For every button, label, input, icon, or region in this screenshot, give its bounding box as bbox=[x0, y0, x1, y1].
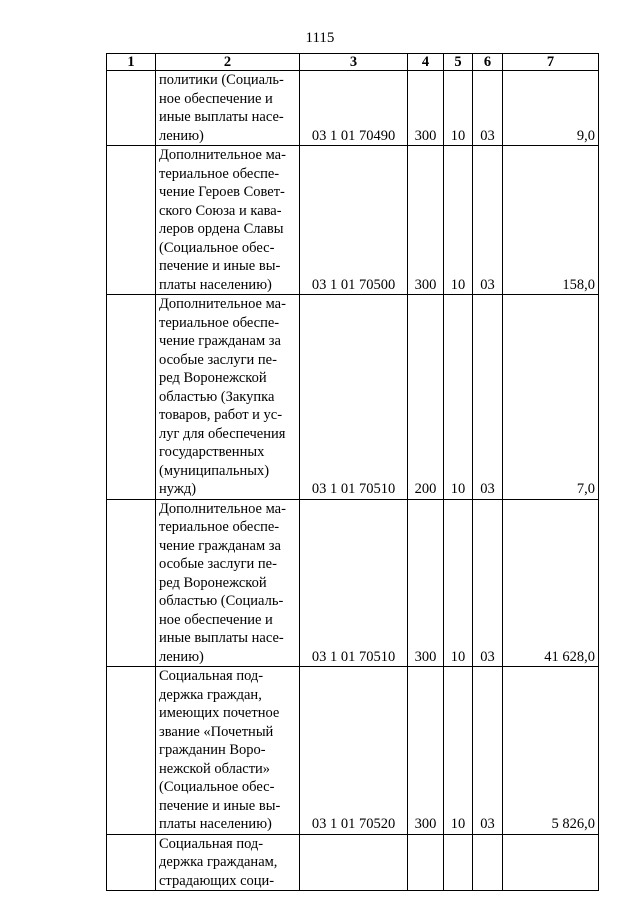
item-name-line: чение гражданам за bbox=[159, 537, 281, 554]
column-header-1: 1 bbox=[107, 54, 156, 71]
amount-cell: 7,0 bbox=[503, 295, 599, 500]
item-name-cell bbox=[156, 146, 300, 295]
item-name-line: держка гражданам, bbox=[159, 854, 278, 870]
section-cell: 10 bbox=[444, 146, 473, 295]
expense-type-cell bbox=[408, 834, 444, 891]
amount-cell bbox=[503, 834, 599, 891]
amount-cell: 158,0 bbox=[503, 146, 599, 295]
item-name-line: печение и иные вы- bbox=[159, 797, 281, 814]
item-name-line: чение гражданам за bbox=[159, 333, 281, 349]
subsection-cell: 03 bbox=[473, 71, 503, 146]
item-name-line: лению) bbox=[159, 127, 204, 144]
code-cell: 03 1 01 70510 bbox=[300, 499, 408, 667]
code-cell: 03 1 01 70520 bbox=[300, 667, 408, 835]
item-name-line: териальное обеспе- bbox=[159, 314, 280, 331]
item-name-line: платы населению) bbox=[159, 816, 272, 832]
item-name-line: ред Воронежской bbox=[159, 370, 267, 386]
item-name-line: нежской области» bbox=[159, 760, 271, 777]
table-row bbox=[107, 667, 599, 835]
item-name-line: (Социальное обес- bbox=[159, 239, 275, 256]
item-name-line: лению) bbox=[159, 648, 204, 665]
item-name-line: платы населению) bbox=[159, 276, 272, 293]
item-name-line: ное обеспечение и bbox=[159, 90, 273, 107]
code-cell: 03 1 01 70490 bbox=[300, 71, 408, 146]
column-header-3: 3 bbox=[300, 54, 408, 71]
item-name-line: особые заслуги пе- bbox=[159, 351, 277, 368]
table-row bbox=[107, 71, 599, 146]
subsection-cell: 03 bbox=[473, 499, 503, 667]
item-name-line: политики (Социаль- bbox=[159, 72, 284, 88]
code-cell: 03 1 01 70500 bbox=[300, 146, 408, 295]
column-header-6: 6 bbox=[473, 54, 503, 71]
section-cell: 10 bbox=[444, 667, 473, 835]
item-name-line: нужд) bbox=[159, 481, 197, 497]
item-name-line: страдающих соци- bbox=[159, 872, 275, 889]
subsection-cell bbox=[473, 834, 503, 891]
item-name-line: ред Воронежской bbox=[159, 574, 267, 591]
item-name-line: особые заслуги пе- bbox=[159, 556, 277, 572]
item-name-line: товаров, работ и ус- bbox=[159, 407, 283, 423]
budget-table bbox=[106, 53, 599, 891]
item-name-line: иные выплаты насе- bbox=[159, 109, 284, 125]
table-row bbox=[107, 499, 599, 667]
row-number-cell bbox=[107, 71, 156, 146]
item-name-line: областью (Закупка bbox=[159, 388, 275, 405]
item-name-line: леров ордена Славы bbox=[159, 221, 284, 237]
row-number-cell bbox=[107, 834, 156, 891]
item-name-line: областью (Социаль- bbox=[159, 593, 284, 609]
expense-type-cell: 300 bbox=[408, 71, 444, 146]
section-cell: 10 bbox=[444, 71, 473, 146]
table-row bbox=[107, 834, 599, 891]
subsection-cell: 03 bbox=[473, 146, 503, 295]
column-header-7: 7 bbox=[503, 54, 599, 71]
item-name-line: Дополнительное ма- bbox=[159, 500, 286, 517]
table-row bbox=[107, 295, 599, 500]
item-name-line: звание «Почетный bbox=[159, 723, 274, 740]
column-header-4: 4 bbox=[408, 54, 444, 71]
row-number-cell bbox=[107, 499, 156, 667]
item-name-line: ное обеспечение и bbox=[159, 611, 273, 628]
item-name-line: Дополнительное ма- bbox=[159, 147, 286, 163]
section-cell bbox=[444, 834, 473, 891]
table-row bbox=[107, 146, 599, 295]
item-name-cell bbox=[156, 295, 300, 500]
item-name-line: чение Героев Совет- bbox=[159, 184, 285, 200]
item-name-line: ского Союза и кава- bbox=[159, 202, 282, 219]
page-number: 1115 bbox=[305, 30, 335, 46]
item-name-line: Социальная под- bbox=[159, 835, 264, 852]
item-name-cell bbox=[156, 834, 300, 891]
code-cell bbox=[300, 834, 408, 891]
header-row bbox=[107, 54, 599, 71]
amount-cell: 5 826,0 bbox=[503, 667, 599, 835]
item-name-line: иные выплаты насе- bbox=[159, 630, 284, 646]
subsection-cell: 03 bbox=[473, 295, 503, 500]
amount-cell: 41 628,0 bbox=[503, 499, 599, 667]
column-header-2: 2 bbox=[156, 54, 300, 71]
item-name-line: имеющих почетное bbox=[159, 705, 280, 721]
item-name-line: держка граждан, bbox=[159, 686, 262, 703]
item-name-line: луг для обеспечения bbox=[159, 425, 286, 442]
table-body bbox=[107, 71, 599, 891]
expense-type-cell: 300 bbox=[408, 499, 444, 667]
amount-cell: 9,0 bbox=[503, 71, 599, 146]
item-name-cell bbox=[156, 667, 300, 835]
subsection-cell: 03 bbox=[473, 667, 503, 835]
row-number-cell bbox=[107, 667, 156, 835]
item-name-line: (Социальное обес- bbox=[159, 779, 275, 795]
expense-type-cell: 200 bbox=[408, 295, 444, 500]
section-cell: 10 bbox=[444, 499, 473, 667]
code-cell: 03 1 01 70510 bbox=[300, 295, 408, 500]
item-name-cell bbox=[156, 499, 300, 667]
item-name-cell bbox=[156, 71, 300, 146]
item-name-line: гражданин Воро- bbox=[159, 742, 266, 758]
item-name-line: териальное обеспе- bbox=[159, 165, 280, 182]
item-name-line: териальное обеспе- bbox=[159, 519, 280, 535]
column-header-5: 5 bbox=[444, 54, 473, 71]
section-cell: 10 bbox=[444, 295, 473, 500]
item-name-line: Дополнительное ма- bbox=[159, 296, 286, 312]
row-number-cell bbox=[107, 146, 156, 295]
expense-type-cell: 300 bbox=[408, 667, 444, 835]
item-name-line: (муниципальных) bbox=[159, 462, 270, 479]
expense-type-cell: 300 bbox=[408, 146, 444, 295]
item-name-line: Социальная под- bbox=[159, 668, 264, 684]
item-name-line: государственных bbox=[159, 444, 265, 460]
row-number-cell bbox=[107, 295, 156, 500]
item-name-line: печение и иные вы- bbox=[159, 258, 281, 274]
